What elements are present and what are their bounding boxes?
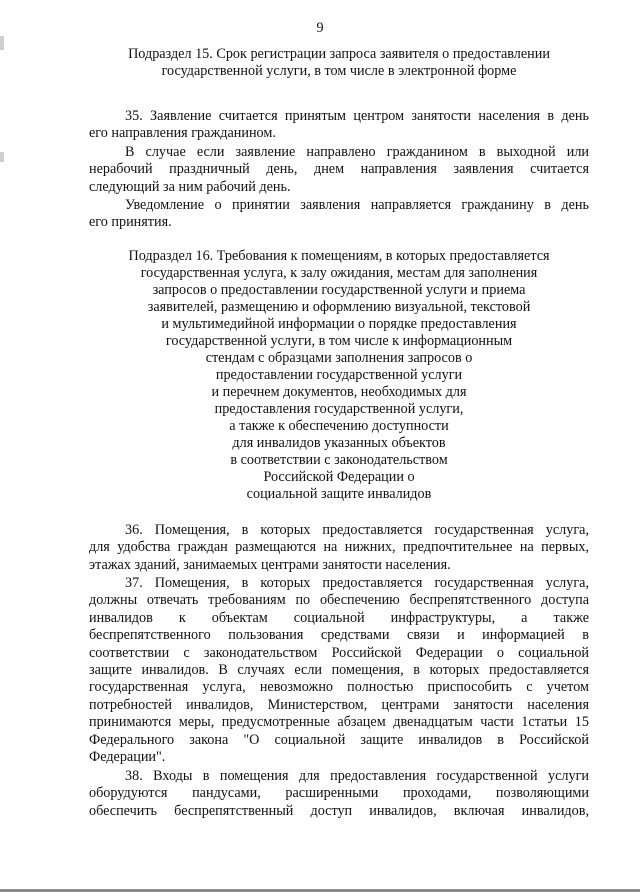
- heading-line: запросов о предоставлении государственной услуги и приема: [152, 282, 526, 298]
- heading-line: социальной защите инвалидов: [246, 486, 432, 502]
- paragraph-line: защите инвалидов. В случаях если помещения, в которых предоставляется: [89, 662, 589, 679]
- heading-line: Подраздел 15. Срок регистрации запроса заявителя о предоставлении: [128, 46, 550, 62]
- heading-line: и мультимедийной информации о порядке предоставления: [161, 316, 517, 332]
- paragraph-35-weekend: [89, 144, 589, 196]
- heading-line: стендам с образцами заполнения запросов о: [205, 350, 473, 366]
- subsection-15-heading: [89, 46, 589, 81]
- paragraph-line: 38. Входы в помещения для предоставления государственной услуги: [125, 768, 589, 784]
- paragraph-line: В случае если заявление направлено гражданином в выходной или: [125, 144, 589, 160]
- paragraph-35: [89, 108, 589, 143]
- scan-artifact: [0, 36, 4, 50]
- paragraph-line: инвалидов к объектам социальной инфраструктуры, а также: [89, 609, 589, 626]
- heading-line: Российской Федерации о: [263, 469, 415, 485]
- paragraph-38: [89, 768, 589, 820]
- heading-line: и перечнем документов, необходимых для: [211, 384, 467, 400]
- heading-line: государственной услуги, в том числе в электронной форме: [161, 63, 517, 80]
- page-number: 9: [316, 20, 324, 36]
- paragraph-line: государственная услуга, невозможно полностью приспособить с учетом: [89, 679, 589, 696]
- heading-line: предоставления государственной услуги,: [214, 401, 464, 417]
- paragraph-line: следующий за ним рабочий день.: [89, 178, 291, 195]
- heading-line: для инвалидов указанных объектов: [232, 435, 446, 451]
- paragraph-line: этажах зданий, занимаемых центрами занятости населения.: [89, 556, 451, 573]
- heading-line: а также к обеспечению доступности: [229, 418, 449, 434]
- paragraph-line: 36. Помещения, в которых предоставляется государственная услуга,: [125, 522, 589, 538]
- paragraph-line: обеспечить беспрепятственный доступ инвалидов, включая инвалидов,: [89, 802, 589, 819]
- paragraph-line: принимаются меры, предусмотренные абзацем двенадцатым части 1статьи 15: [89, 714, 589, 731]
- paragraph-line: Федерации".: [89, 749, 166, 766]
- paragraph-line: должны отвечать требованиям по обеспечению беспрепятственного доступа: [89, 592, 589, 609]
- paragraph-line: оборудуются пандусами, расширенными проходами, позволяющими: [89, 785, 589, 802]
- paragraph-line: 35. Заявление считается принятым центром занятости населения в день: [125, 108, 589, 124]
- paragraph-line: Уведомление о принятии заявления направляется гражданину в день: [125, 197, 589, 213]
- paragraph-line: его принятия.: [89, 214, 172, 231]
- paragraph-line: потребностей инвалидов, Министерством, центрами занятости населения: [89, 696, 589, 713]
- paragraph-36: [89, 522, 589, 574]
- paragraph-line: его направления гражданином.: [89, 125, 276, 142]
- paragraph-line: соответствии с законодательством Российской Федерации о социальной: [89, 644, 589, 661]
- heading-line: государственная услуга, к залу ожидания, местам для заполнения: [140, 265, 538, 281]
- paragraph-line: для удобства граждан размещаются на нижних, предпочтительнее на первых,: [89, 539, 589, 556]
- paragraph-line: Федерального закона "О социальной защите инвалидов в Российской: [89, 731, 589, 748]
- heading-line: предоставлении государственной услуги: [215, 367, 463, 383]
- heading-line: в соответствии с законодательством: [230, 452, 448, 468]
- heading-line: Подраздел 16. Требования к помещениям, в которых предоставляется: [128, 248, 550, 264]
- paragraph-line: нерабочий праздничный день, днем направления заявления считается: [89, 161, 589, 178]
- heading-line: заявителей, размещению и оформлению визуальной, текстовой: [147, 299, 531, 315]
- paragraph-37: [89, 575, 589, 766]
- heading-line: государственной услуги, в том числе к информационным: [165, 333, 513, 349]
- paragraph-35-notice: [89, 197, 589, 232]
- paragraph-line: беспрепятственного пользования средствами связи и информацией в: [89, 627, 589, 644]
- paragraph-line: 37. Помещения, в которых предоставляется государственная услуга,: [125, 575, 589, 591]
- scan-artifact: [0, 152, 4, 162]
- subsection-16-heading: [89, 248, 589, 503]
